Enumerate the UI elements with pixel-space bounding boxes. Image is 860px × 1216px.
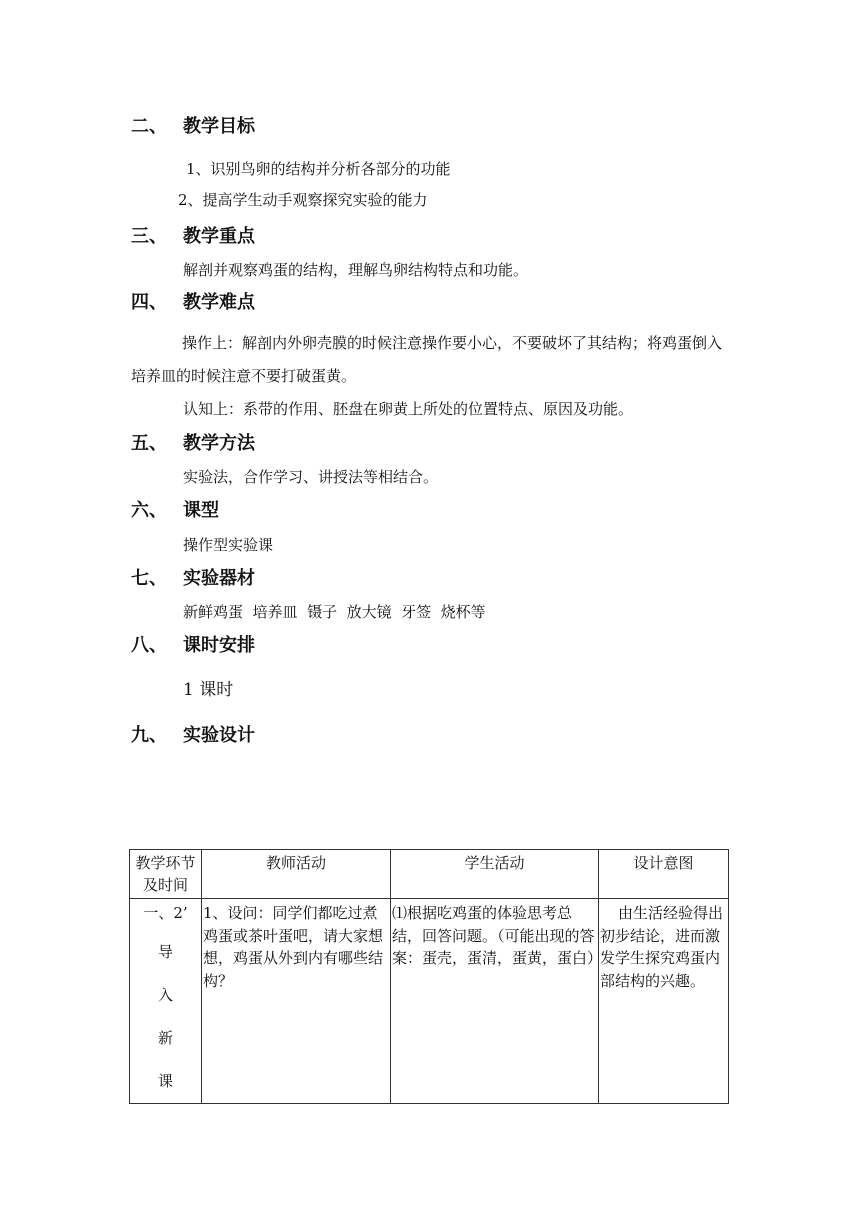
section-title: 实验器材 [183, 568, 255, 589]
student-activity-cell: ⑴根据吃鸡蛋的体验思考总结，回答问题。（可能出现的答案：蛋壳，蛋清，蛋黄，蛋白） [391, 899, 599, 1104]
section-number: 六、 [131, 500, 167, 521]
section-heading-equipment [131, 566, 255, 592]
section-number: 八、 [131, 635, 167, 656]
lesson-type-text: 操作型实验课 [183, 536, 274, 554]
section-number: 九、 [131, 725, 167, 746]
difficulty-paragraph: 认知上：系带的作用、胚盘在卵黄上所处的位置特点、原因及功能。 [183, 400, 634, 418]
column-header: 设计意图 [599, 850, 729, 899]
section-title: 实验设计 [183, 725, 255, 746]
table-row [130, 899, 729, 1104]
section-title: 课型 [183, 500, 219, 521]
stage-cell [130, 899, 202, 1104]
section-title: 课时安排 [183, 635, 255, 656]
stage-char: 导 [157, 942, 173, 961]
section-heading-method [131, 431, 255, 457]
difficulty-paragraph: 操作上：解剖内外卵壳膜的时候注意操作要小心，不要破坏了其结构；将鸡蛋倒入培养皿的时候注意不要打破蛋黄。 [131, 334, 723, 385]
section-title: 教学目标 [183, 116, 255, 137]
stage-label [131, 931, 200, 1103]
experiment-design-table [129, 849, 729, 1104]
section-heading-objectives [131, 114, 255, 140]
section-heading-key-point [131, 224, 255, 250]
stage-char: 课 [157, 1071, 173, 1090]
teacher-activity-cell: 1、设问：同学们都吃过煮鸡蛋或茶叶蛋吧，请大家想想，鸡蛋从外到内有哪些结构？ [202, 899, 391, 1104]
stage-char: 入 [157, 985, 173, 1004]
section-title: 教学难点 [183, 292, 255, 313]
design-intent-cell: 由生活经验得出初步结论，进而激发学生探究鸡蛋内部结构的兴趣。 [599, 899, 729, 1104]
section-number: 五、 [131, 433, 167, 454]
stage-char: 新 [157, 1028, 173, 1047]
objective-item: 2、提高学生动手观察探究实验的能力 [178, 191, 428, 209]
section-heading-lesson-type [131, 498, 219, 524]
section-heading-difficulties [131, 290, 255, 316]
section-number: 三、 [131, 226, 167, 247]
column-header: 教学环节及时间 [130, 850, 202, 899]
key-point-text: 解剖并观察鸡蛋的结构，理解鸟卵结构特点和功能。 [183, 261, 529, 279]
section-title: 教学重点 [183, 226, 255, 247]
column-header: 学生活动 [391, 850, 599, 899]
section-number: 四、 [131, 292, 167, 313]
section-heading-schedule [131, 633, 255, 659]
schedule-text: 1 课时 [183, 680, 234, 700]
objective-item: 1、识别鸟卵的结构并分析各部分的功能 [186, 160, 451, 178]
section-number: 二、 [131, 116, 167, 137]
equipment-text: 新鲜鸡蛋 培养皿 镊子 放大镜 牙签 烧杯等 [183, 603, 486, 621]
section-title: 教学方法 [183, 433, 255, 454]
table-header-row [130, 850, 729, 899]
column-header: 教师活动 [202, 850, 391, 899]
section-number: 七、 [131, 568, 167, 589]
section-heading-design [131, 723, 255, 749]
stage-time: 一、2’ [143, 904, 188, 922]
method-text: 实验法，合作学习、讲授法等相结合。 [183, 468, 439, 486]
